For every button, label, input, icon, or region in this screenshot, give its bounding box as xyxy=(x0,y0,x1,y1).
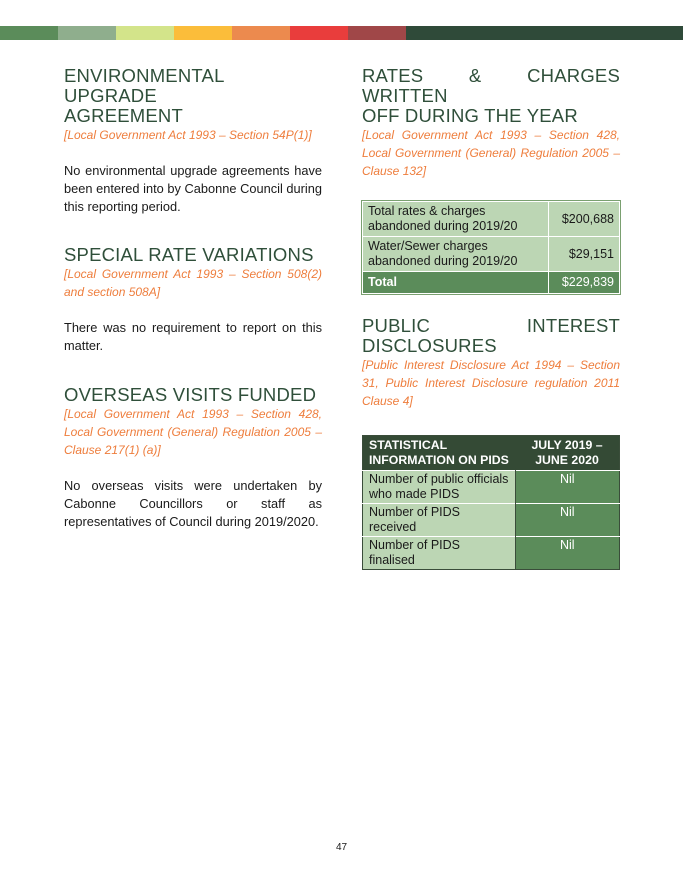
pids-label: Number of PIDS received xyxy=(363,504,516,537)
rates-amount: $200,688 xyxy=(549,202,620,237)
pids-header-left: STATISTICAL INFORMATION ON PIDS xyxy=(363,436,516,471)
table-row xyxy=(363,471,620,504)
rates-heading-line2: OFF DURING THE YEAR xyxy=(362,105,578,126)
rates-label: Water/Sewer charges abandoned during 2019/20 xyxy=(363,237,549,272)
rates-citation: [Local Government Act 1993 – Section 428, Local Government (General) Regulation 2005 – Clause 132] xyxy=(362,128,620,178)
table-row xyxy=(363,504,620,537)
table-total-row xyxy=(363,272,620,294)
pid-citation: [Public Interest Disclosure Act 1994 – Section 31, Public Interest Disclosure regulation 2011 Clause 4] xyxy=(362,358,620,408)
color-band xyxy=(232,26,290,40)
srv-heading: SPECIAL RATE VARIATIONS xyxy=(64,244,314,265)
color-band xyxy=(290,26,348,40)
env-upgrade-heading xyxy=(64,66,322,126)
color-band xyxy=(174,26,232,40)
overseas-body: No overseas visits were undertaken by Cabonne Councillors or staff as representatives of Council during 2019/2020. xyxy=(64,478,322,529)
env-upgrade-citation: [Local Government Act 1993 – Section 54P(1)] xyxy=(64,128,312,142)
table-row xyxy=(363,202,620,237)
decorative-color-bar xyxy=(0,26,683,40)
env-upgrade-heading-line2: AGREEMENT xyxy=(64,105,183,126)
pid-heading-line2: DISCLOSURES xyxy=(362,335,497,356)
rates-table xyxy=(362,201,620,294)
pids-value: Nil xyxy=(515,504,620,537)
pids-value: Nil xyxy=(515,471,620,504)
color-band xyxy=(116,26,174,40)
pid-heading-line1: PUBLIC INTEREST xyxy=(362,315,620,336)
pids-value: Nil xyxy=(515,537,620,570)
pids-table xyxy=(362,435,620,570)
env-upgrade-body: No environmental upgrade agreements have been entered into by Cabonne Council during this reporting period. xyxy=(64,163,322,214)
table-row xyxy=(363,237,620,272)
table-row xyxy=(363,537,620,570)
rates-label: Total rates & charges abandoned during 2019/20 xyxy=(363,202,549,237)
right-column xyxy=(362,66,620,570)
overseas-heading: OVERSEAS VISITS FUNDED xyxy=(64,384,317,405)
left-column xyxy=(64,66,322,531)
color-band xyxy=(58,26,116,40)
pid-heading xyxy=(362,316,620,356)
pids-label: Number of PIDS finalised xyxy=(363,537,516,570)
rates-total-label: Total xyxy=(363,272,549,294)
srv-body: There was no requirement to report on this matter. xyxy=(64,320,322,353)
overseas-citation: [Local Government Act 1993 – Section 428, Local Government (General) Regulation 2005 – Clause 217(1) (a)] xyxy=(64,407,322,457)
color-band xyxy=(406,26,683,40)
color-band xyxy=(348,26,406,40)
rates-amount: $29,151 xyxy=(549,237,620,272)
color-band xyxy=(0,26,58,40)
srv-citation: [Local Government Act 1993 – Section 508(2) and section 508A] xyxy=(64,267,322,299)
pids-label: Number of public officials who made PIDS xyxy=(363,471,516,504)
page-number: 47 xyxy=(335,842,348,853)
table-header-row xyxy=(363,436,620,471)
env-upgrade-heading-line1: ENVIRONMENTAL UPGRADE xyxy=(64,65,225,106)
pids-header-right: JULY 2019 – JUNE 2020 xyxy=(515,436,620,471)
rates-total-amount: $229,839 xyxy=(549,272,620,294)
rates-heading-line1: RATES & CHARGES WRITTEN xyxy=(362,65,620,106)
rates-heading xyxy=(362,66,620,126)
